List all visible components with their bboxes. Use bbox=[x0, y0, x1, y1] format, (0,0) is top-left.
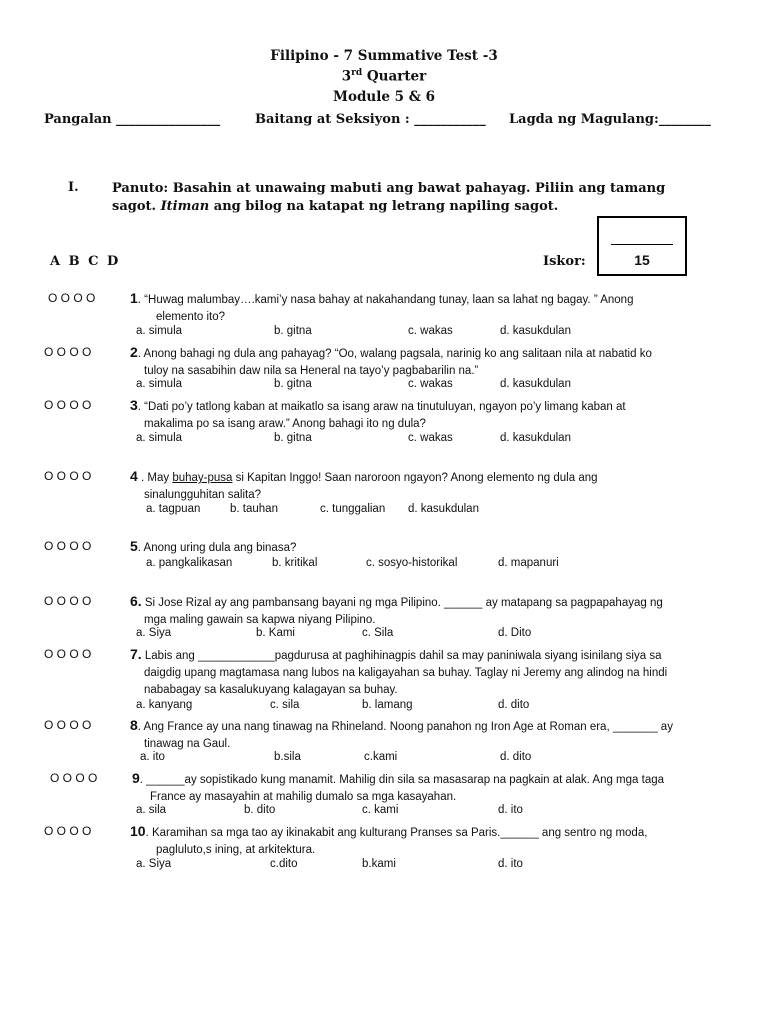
question-pre: . May bbox=[137, 472, 173, 484]
question-line1: Labis ang ____________pagdurusa at paghihinagpis dahil sa may paniniwala siyang isinilang siya sa bbox=[141, 650, 662, 662]
question-text bbox=[130, 538, 730, 557]
question-line1: si Kapitan Inggo! Saan naroroon ngayon? Anong elemento ng dula ang bbox=[232, 472, 598, 484]
option-c[interactable]: c. sila bbox=[270, 699, 300, 711]
option-d[interactable]: d. kasukdulan bbox=[500, 432, 571, 444]
question-text bbox=[130, 717, 730, 753]
option-a[interactable]: a. sila bbox=[136, 804, 167, 816]
question-number: 7. bbox=[130, 646, 142, 662]
question-text bbox=[130, 397, 730, 433]
question-line1: . “Dati po’y tatlong kaban at maikatlo sa isang araw na tinutuluyan, ngayon po’y limang kaban at bbox=[137, 401, 626, 413]
option-a[interactable]: a. kanyang bbox=[136, 699, 193, 711]
option-b[interactable]: b. gitna bbox=[274, 325, 312, 337]
instructions-part1: Panuto: Basahin at unawaing mabuti ang bawat pahayag. Piliin ang tamang sagot. bbox=[112, 181, 666, 214]
option-a[interactable]: a. Siya bbox=[136, 858, 172, 870]
question-number: 6. bbox=[130, 593, 142, 609]
question-line2: tinawag na Gaul. bbox=[144, 738, 231, 750]
question-number: 2 bbox=[130, 344, 138, 360]
module-heading: Module 5 & 6 bbox=[333, 89, 435, 105]
question-line2: mga maling gawain sa kapwa niyang Pilipino. bbox=[144, 614, 376, 626]
option-d[interactable]: d. dito bbox=[498, 699, 530, 711]
question-line3: nababagay sa kasalukuyang kalagayan sa buhay. bbox=[144, 684, 398, 696]
option-b[interactable]: b. lamang bbox=[362, 699, 413, 711]
option-d[interactable]: d. dito bbox=[500, 751, 532, 763]
question-number: 9 bbox=[132, 770, 140, 786]
option-c[interactable]: c.kami bbox=[364, 751, 398, 763]
option-d[interactable]: d. kasukdulan bbox=[408, 503, 479, 515]
question-text bbox=[130, 593, 730, 629]
option-a[interactable]: a. Siya bbox=[136, 627, 172, 639]
option-c[interactable]: c. wakas bbox=[408, 378, 453, 390]
option-b[interactable]: b. gitna bbox=[274, 432, 312, 444]
question-text bbox=[130, 646, 730, 699]
answer-bubbles[interactable]: O O O O bbox=[44, 539, 92, 553]
option-a[interactable]: a. ito bbox=[140, 751, 165, 763]
option-a[interactable]: a. simula bbox=[136, 432, 183, 444]
option-b[interactable]: b.sila bbox=[274, 751, 301, 763]
option-b[interactable]: b. tauhan bbox=[230, 503, 278, 515]
question-text bbox=[132, 770, 732, 806]
option-a[interactable]: a. pangkalikasan bbox=[146, 557, 233, 569]
question-line1: . Anong bahagi ng dula ang pahayag? “Oo, walang pagsala, narinig ko ang salitaan nila at nabatid ko bbox=[137, 348, 652, 360]
question-line2: daigdig upang magtamasa nang lubos na kaligayahan sa buhay. Taglay ni Jeremy ang alindog na hindi bbox=[144, 667, 668, 679]
answer-bubbles[interactable]: O O O O bbox=[44, 345, 92, 359]
question-number: 1 bbox=[130, 290, 138, 306]
option-a[interactable]: a. simula bbox=[136, 325, 183, 337]
option-a[interactable]: a. simula bbox=[136, 378, 183, 390]
question-line2: pagluluto,s ining, at arkitektura. bbox=[156, 844, 316, 856]
question-line2: makalima po sa isang araw.” Anong bahagi ito ng dula? bbox=[144, 418, 426, 430]
question-line2: France ay masayahin at mahilig dumalo sa mga kasayahan. bbox=[150, 791, 457, 803]
question-line1: . Karamihan sa mga tao ay ikinakabit ang kulturang Pranses sa Paris.______ ang sentro ng moda, bbox=[145, 827, 648, 839]
option-b[interactable]: b. dito bbox=[244, 804, 276, 816]
name-field-label: Pangalan ________________ bbox=[44, 112, 221, 127]
option-d[interactable]: d. mapanuri bbox=[498, 557, 559, 569]
instructions-part2: ang bilog na katapat ng letrang napiling sagot. bbox=[213, 199, 559, 214]
question-line2: tuloy na sasabihin daw nila sa Heneral na tayo’y pagbabarilin na.” bbox=[144, 365, 479, 377]
option-d[interactable]: d. Dito bbox=[498, 627, 532, 639]
question-number: 4 bbox=[130, 468, 138, 484]
option-d[interactable]: d. kasukdulan bbox=[500, 378, 571, 390]
option-d[interactable]: d. ito bbox=[498, 804, 523, 816]
instructions bbox=[112, 180, 712, 216]
parent-signature-label: Lagda ng Magulang:________ bbox=[509, 112, 711, 127]
option-c[interactable]: c.dito bbox=[270, 858, 298, 870]
question-number: 5 bbox=[130, 538, 138, 554]
option-c[interactable]: c. sosyo-historikal bbox=[366, 557, 458, 569]
question-line1: . “Huwag malumbay….kami’y nasa bahay at nakahandang tunay, laan sa lahat ng bagay. ” Anong bbox=[137, 294, 634, 306]
question-line1: Si Jose Rizal ay ang pambansang bayani ng mga Pilipino. ______ ay matapang sa pagpapahayag ng bbox=[141, 597, 663, 609]
question-line1: . ______ay sopistikado kung manamit. Mahilig din sila sa masasarap na pagkain at alak. Ang mga taga bbox=[139, 774, 665, 786]
score-blank-line bbox=[611, 244, 673, 245]
question-text bbox=[130, 290, 730, 326]
question-line1: . Ang France ay una nang tinawag na Rhineland. Noong panahon ng Iron Age at Roman era, _______ ay bbox=[137, 721, 673, 733]
option-c[interactable]: c. wakas bbox=[408, 325, 453, 337]
answer-bubbles[interactable]: O O O O bbox=[44, 398, 92, 412]
answer-bubbles[interactable]: O O O O bbox=[44, 469, 92, 483]
answer-bubbles[interactable]: O O O O bbox=[50, 771, 98, 785]
quarter-number: 3 bbox=[341, 68, 352, 85]
option-b[interactable]: b. gitna bbox=[274, 378, 312, 390]
test-title: Filipino - 7 Summative Test -3 bbox=[270, 48, 498, 64]
option-a[interactable]: a. tagpuan bbox=[146, 503, 201, 515]
question-text bbox=[130, 468, 730, 504]
answer-bubbles[interactable]: O O O O bbox=[44, 647, 92, 661]
answer-bubbles[interactable]: O O O O bbox=[44, 718, 92, 732]
answer-bubbles[interactable]: O O O O bbox=[44, 824, 92, 838]
question-number: 8 bbox=[130, 717, 138, 733]
quarter-heading bbox=[0, 68, 768, 85]
section-field-label: Baitang at Seksiyon : ___________ bbox=[255, 112, 486, 127]
question-line2: sinalungguhitan salita? bbox=[144, 489, 262, 501]
score-label: Iskor: bbox=[543, 254, 586, 269]
option-d[interactable]: d. kasukdulan bbox=[500, 325, 571, 337]
answer-columns-header: A B C D bbox=[50, 254, 119, 269]
question-number: 10 bbox=[130, 823, 146, 839]
option-d[interactable]: d. ito bbox=[498, 858, 523, 870]
underlined-term: buhay-pusa bbox=[172, 472, 233, 484]
section-roman-numeral: I. bbox=[68, 180, 79, 195]
option-b[interactable]: b.kami bbox=[362, 858, 396, 870]
instructions-italic: Itiman bbox=[160, 199, 210, 214]
option-b[interactable]: b. kritikal bbox=[272, 557, 318, 569]
question-line2: elemento ito? bbox=[156, 311, 226, 323]
option-c[interactable]: c. tunggalian bbox=[320, 503, 386, 515]
option-c[interactable]: c. wakas bbox=[408, 432, 453, 444]
score-box bbox=[597, 216, 687, 276]
quarter-suffix: rd bbox=[351, 68, 363, 78]
option-c[interactable]: c. Sila bbox=[362, 627, 394, 639]
quarter-word: Quarter bbox=[366, 68, 427, 85]
answer-bubbles[interactable]: O O O O bbox=[44, 594, 92, 608]
question-number: 3 bbox=[130, 397, 138, 413]
option-c[interactable]: c. kami bbox=[362, 804, 399, 816]
question-text bbox=[130, 823, 730, 859]
score-total: 15 bbox=[634, 252, 650, 268]
answer-bubbles[interactable]: O O O O bbox=[48, 291, 96, 305]
question-line1: . Anong uring dula ang binasa? bbox=[137, 542, 297, 554]
option-b[interactable]: b. Kami bbox=[256, 627, 295, 639]
question-text bbox=[130, 344, 730, 380]
